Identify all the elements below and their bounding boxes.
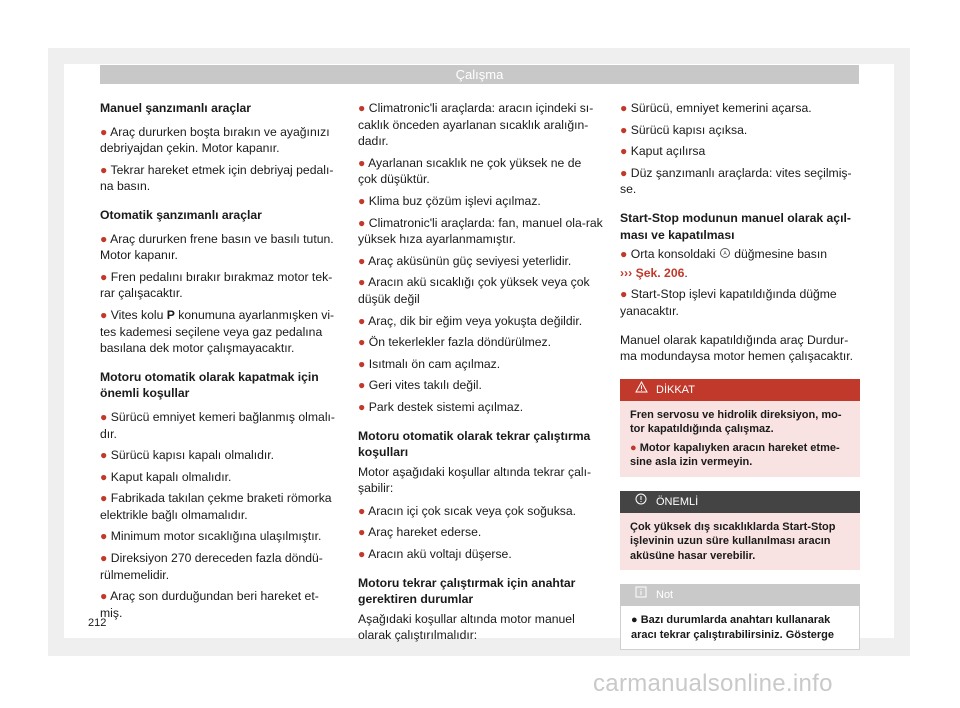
warning-box (620, 379, 860, 477)
list-item: ● Kaput kapalı olmalıdır. (100, 469, 232, 484)
warning-triangle-icon (630, 379, 652, 401)
column-1 (100, 100, 338, 626)
paragraph: Manuel olarak kapatıldığında araç Durdur-ma modundaysa motor hemen çalışacaktır. (620, 332, 854, 364)
important-box (620, 491, 860, 571)
heading-auto-stop-conditions: Motoru otomatik olarak kapatmak için önemli koşullar (100, 369, 319, 401)
list-item: ● Isıtmalı ön cam açılmaz. (358, 356, 501, 371)
list-item: ● Fren pedalını bırakır bırakmaz motor tek-rar çalışacaktır. (100, 269, 333, 301)
figure-link[interactable]: Şek. 206 (635, 265, 685, 280)
warning-bullet: ● Motor kapalıyken aracın hareket etme-sine asla izin vermeyin. (630, 441, 840, 469)
important-text: Çok yüksek dış sıcaklıklarda Start-Stop işlevinin uzun süre kullanılması aracın aküsüne hasar verebilir. (620, 513, 860, 571)
heading-automatic-transmission: Otomatik şanzımanlı araçlar (100, 207, 262, 222)
heading-manual-transmission: Manuel şanzımanlı araçlar (100, 101, 252, 115)
list-item: ● Sürücü, emniyet kemerini açarsa. (620, 101, 812, 115)
list-item: ● Vites kolu P konumuna ayarlanmışken vi-tes kademesi seçilene veya gaz pedalına basılana dek motor çalışmayacaktır. (100, 307, 335, 356)
list-item: ● Aracın içi çok sıcak veya çok soğuksa. (358, 503, 577, 518)
list-item: ● Araç aküsünün güç seviyesi yeterlidir. (358, 253, 572, 268)
page-number: 212 (88, 617, 107, 629)
info-title: Not (656, 589, 674, 602)
paragraph: Motor aşağıdaki koşullar altında tekrar çalı-şabilir: (358, 464, 592, 496)
list-item: ● Aracın akü sıcaklığı çok yüksek veya çok düşük değil (358, 275, 590, 306)
warning-text: Fren servosu ve hidrolik direksiyon, mo-tor kapatıldığında çalışmaz. (630, 408, 842, 436)
list-item: ● Sürücü kapısı kapalı olmalıdır. (100, 448, 275, 463)
list-item: ● Geri vites takılı değil. (358, 378, 482, 393)
list-item: ● Sürücü emniyet kemeri bağlanmış olmalı-dır. (100, 409, 335, 441)
list-item: ● Park destek sistemi açılmaz. (358, 399, 524, 414)
list-item: ● Araç, dik bir eğim veya yokuşta değildir. (358, 313, 583, 328)
svg-text:A: A (723, 251, 727, 258)
list-item: ● Klima buz çözüm işlevi açılmaz. (358, 193, 541, 208)
figure-reference: ››› Şek. 206. (620, 265, 688, 280)
list-item: ● Ön tekerlekler fazla döndürülmez. (358, 335, 551, 350)
column-2 (358, 100, 603, 650)
paragraph: Aşağıdaki koşullar altında motor manuel olarak çalıştırılmalıdır: (358, 611, 575, 643)
list-item: ● Tekrar hareket etmek için debriyaj pedalı-na basın. (100, 162, 334, 194)
warning-title: DİKKAT (656, 383, 695, 396)
column-3 (620, 100, 860, 650)
list-item: ● Fabrikada takılan çekme braketi römorka elektrikle bağlı olmamalıdır. (100, 491, 332, 522)
list-item: ● Climatronic'li araçlarda: aracın içindeki sı-caklık önceden ayarlanan sıcaklık aralığın-dadır. (358, 101, 594, 149)
start-stop-icon (719, 247, 731, 259)
exclamation-circle-icon (630, 491, 652, 513)
list-item: ● Düz şanzımanlı araçlarda: vites seçilmiş-se. (620, 165, 852, 197)
watermark: carmanualsonline.info (593, 670, 833, 697)
list-item: ● Araç son durduğundan beri hareket et-miş. (100, 589, 319, 620)
list-item: ● Araç dururken frene basın ve basılı tutun. Motor kapanır. (100, 231, 334, 263)
list-item: ● Sürücü kapısı açıksa. (620, 122, 748, 137)
info-bullet: ● Bazı durumlarda anahtarı kullanarak aracı tekrar çalıştırabilirsiniz. Gösterge (620, 606, 860, 650)
list-item: ● Araç hareket ederse. (358, 525, 482, 540)
section-header: Çalışma (100, 65, 859, 84)
list-item: ● Climatronic'li araçlarda: fan, manuel ola-rak yüksek hıza ayarlanmamıştır. (358, 215, 603, 247)
list-item: ● Direksiyon 270 dereceden fazla döndü-rülmemelidir. (100, 551, 323, 582)
heading-restart-conditions: Motoru otomatik olarak tekrar çalıştırma koşulları (358, 428, 591, 460)
important-title: ÖNEMLİ (656, 495, 699, 508)
list-item: ● Ayarlanan sıcaklık ne çok yüksek ne de çok düşüktür. (358, 155, 582, 187)
list-item: ● Aracın akü voltajı düşerse. (358, 547, 512, 562)
list-item: ● Orta konsoldaki A düğmesine basın (620, 247, 828, 262)
list-item: ● Araç dururken boşta bırakın ve ayağınızı debriyajdan çekin. Motor kapanır. (100, 124, 330, 156)
info-box (620, 584, 860, 650)
heading-key-required: Motoru tekrar çalıştırmak için anahtar gerektiren durumlar (358, 575, 576, 607)
list-item: ● Minimum motor sıcaklığına ulaşılmıştır. (100, 529, 322, 544)
heading-start-stop-manual: Start-Stop modunun manuel olarak açıl-ması ve kapatılması (620, 210, 851, 242)
list-item: ● Kaput açılırsa (620, 144, 706, 159)
list-item: ● Start-Stop işlevi kapatıldığında düğme yanacaktır. (620, 287, 837, 318)
info-icon (630, 584, 652, 606)
